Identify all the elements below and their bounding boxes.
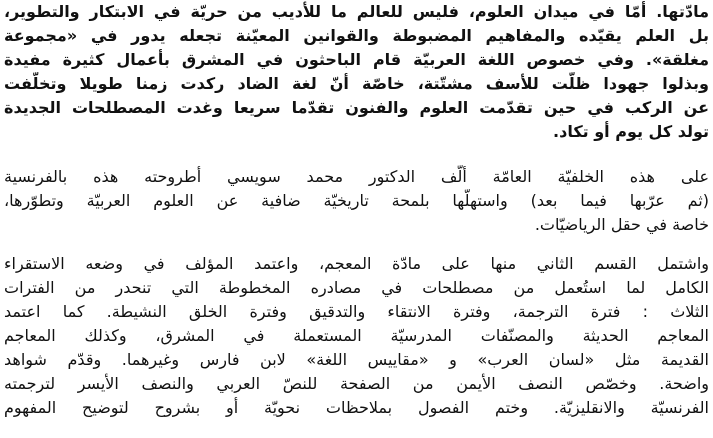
paragraph-3-line-6: واضحة. وخصّص النصف الأيمن من الصفحة للنصّ العربي والنصف الأيسر لترجمته	[4, 374, 709, 393]
document-page	[4, 0, 709, 438]
paragraph-1-line-4: وبذلوا جهودا ظلّت للأسف مشتّتة، خاصّة أنّ لغة الضاد ركدت زمنا طويلا وتخلّفت	[4, 74, 709, 93]
paragraph-1-line-6: تولد كل يوم أو تكاد.	[553, 122, 709, 141]
paragraph-3-line-4: المعاجم الحديثة والمصنّفات المدرسيّة المستعملة في المشرق، وكذلك المعاجم	[4, 326, 709, 345]
paragraph-3-line-2: الكامل لما استُعمل من مصطلحات في مصادره المخطوطة التي تنحدر من الفترات	[4, 278, 709, 297]
paragraph-3-line-5: القديمة مثل «لسان العرب» و «مقاييس اللغة» لابن فارس وغيرهما. وقدّم شواهد	[4, 350, 709, 369]
paragraph-1-line-5: عن الركب في حين تقدّمت العلوم والفنون تقدّما سريعا وغدت المصطلحات الجديدة	[4, 98, 709, 117]
paragraph-2-line-1: على هذه الخلفيّة العامّة ألّف الدكتور محمد سويسي أطروحته هذه بالفرنسية	[4, 167, 709, 186]
paragraph-1-line-2: بل العلم يقيّده والمفاهيم المضبوطة والقوانين المعيّنة تجعله يدور في «مجموعة	[4, 26, 709, 45]
paragraph-3-line-1: واشتمل القسم الثاني منها على مادّة المعجم، واعتمد المؤلف في وضعه الاستقراء	[4, 254, 709, 273]
paragraph-2-line-2: (ثم عرّبها فيما بعد) واستهلّها بلمحة تاريخيّة ضافية عن العلوم العربيّة وتطوّرها،	[4, 191, 709, 210]
paragraph-1-line-1: مادّتها. أمّا في ميدان العلوم، فليس للعالم ما للأديب من حريّة في الابتكار والتطوير،	[4, 2, 709, 21]
paragraph-3-line-7: الفرنسيّة والانقليزيّة. وختم الفصول بملاحظات نحويّة أو بشروح لتوضيح المفهوم	[4, 398, 709, 417]
paragraph-2-line-3: خاصة في حقل الرياضيّات.	[534, 215, 709, 234]
paragraph-3-line-3: الثلاث : فترة الترجمة، وفترة الانتقاء والتدقيق وفترة الخلق النشيطة. كما اعتمد	[4, 302, 709, 321]
paragraph-1-line-3: مغلقة». وفي خصوص اللغة العربيّة قام الباحثون في المشرق بأعمال كثيرة مفيدة	[4, 50, 709, 69]
